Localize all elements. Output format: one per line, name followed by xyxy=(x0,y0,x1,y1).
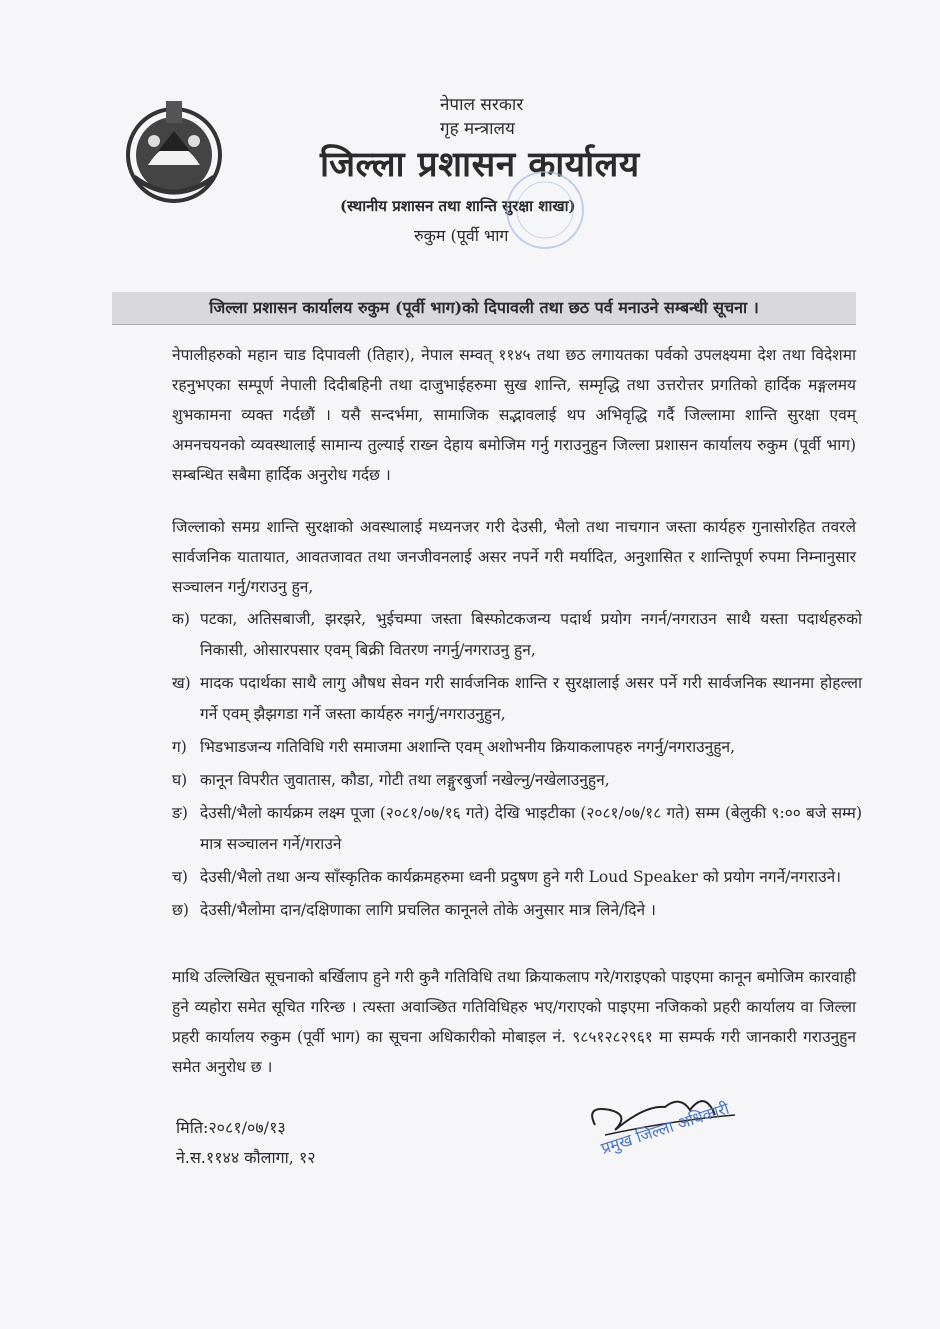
item-label: क) xyxy=(172,610,190,628)
list-item xyxy=(172,798,862,860)
issue-date: मिति:२०८१/०७/१३ xyxy=(176,1118,286,1137)
district-name: रुकुम (पूर्वी भाग xyxy=(414,226,509,245)
nepal-government-emblem xyxy=(118,95,230,207)
instruction-list xyxy=(172,604,862,928)
intro-paragraph: नेपालीहरुको महान चाड दिपावली (तिहार), नेपाल सम्वत् ११४५ तथा छठ लगायतका पर्वको उपलक्ष्यमा देश तथा विदेशमा रहनुभएका सम्पूर्ण नेपाली दिदीबहिनी तथा दाजुभाईहरुमा सुख शान्ति, सम्मृद्धि तथा उत्तरोत्तर प्रगतिको हार्दिक मङ्गलमय शुभकामना व्यक्त गर्दछौं । यसै सन्दर्भमा, सामाजिक सद्भावलाई थप अभिवृद्धि गर्दै जिल्लामा शान्ति सुरक्षा एवम् अमनचयनको व्यवस्थालाई सामान्य तुल्याई राख्न देहाय बमोजिम गर्नु गराउनुहुन जिल्ला प्रशासन कार्यालय रुकुम (पूर्वी भाग) सम्बन्धित सबैमा हार्दिक अनुरोध गर्दछ । xyxy=(172,346,856,484)
item-text: देउसी/भैलो कार्यक्रम लक्ष्म पूजा (२०८१/०७/१६ गते) देखि भाइटीका (२०८१/०७/१८ गते) सम्म (बेलुकी ९:०० बजे सम्म) मात्र सञ्चालन गर्ने/गराउने xyxy=(200,804,862,853)
ministry-name: गृह मन्त्रालय xyxy=(440,119,515,139)
item-text: देउसी/भैलो तथा अन्य साँस्कृतिक कार्यक्रमहरुमा ध्वनी प्रदुषण हुने गरी Loud Speaker को प्रयोग नगर्ने/नगराउने। xyxy=(200,868,842,886)
item-text: भिडभाडजन्य गतिविधि गरी समाजमा अशान्ति एवम् अशोभनीय क्रियाकलापहरु नगर्नु/नगराउनुहुन, xyxy=(200,738,735,756)
item-label: ख) xyxy=(172,674,191,692)
office-stamp xyxy=(505,160,585,260)
item-label: च) xyxy=(172,868,188,886)
item-label: छ) xyxy=(172,901,189,919)
list-item xyxy=(172,668,862,730)
item-text: मादक पदार्थका साथै लागु औषध सेवन गरी सार्वजनिक शान्ति र सुरक्षालाई असर पर्ने गरी सार्वजनिक स्थानमा होहल्ला गर्ने एवम् झैझगडा गर्ने जस्ता कार्यहरु नगर्नु/नगराउनुहुन, xyxy=(200,674,862,723)
office-name: जिल्ला प्रशासन कार्यालय xyxy=(320,144,640,185)
list-item xyxy=(172,862,862,893)
government-name: नेपाल सरकार xyxy=(440,95,524,115)
signature-title: प्रमुख जिल्ला अधिकारी xyxy=(598,1098,732,1158)
branch-name: (स्थानीय प्रशासन तथा शान्ति सुरक्षा शाखा) xyxy=(340,197,576,215)
item-text: पटका, अतिसबाजी, झरझरे, भुईचम्पा जस्ता बिस्फोटकजन्य पदार्थ प्रयोग नगर्न/नगराउन साथै यस्ता पदार्थहरुको निकासी, ओसारपसार एवम् बिक्री वितरण नगर्नु/नगराउनु हुन, xyxy=(200,610,862,659)
notice-title: जिल्ला प्रशासन कार्यालय रुकुम (पूर्वी भाग)को दिपावली तथा छठ पर्व मनाउने सम्बन्धी सूचना । xyxy=(112,292,856,325)
list-item xyxy=(172,765,862,796)
instructions-paragraph: जिल्लाको समग्र शान्ति सुरक्षाको अवस्थालाई मध्यनजर गरी देउसी, भैलो तथा नाचगान जस्ता कार्यहरु गुनासोरहित तवरले सार्वजनिक यातायात, आवतजावत तथा जनजीवनलाई असर नपर्ने गरी मर्यादित, अनुशासित र शान्तिपूर्ण रुपमा निम्नानुसार सञ्चालन गर्नु/गराउनु हुन, xyxy=(172,518,856,596)
warning-paragraph: माथि उल्लिखित सूचनाको बर्खिलाप हुने गरी कुनै गतिविधि तथा क्रियाकलाप गरे/गराइएको पाइएमा कानून बमोजिम कारवाही हुने व्यहोरा समेत सूचित गरिन्छ । त्यस्ता अवाञ्छित गतिविधिहरु भए/गराएको पाइएमा नजिकको प्रहरी कार्यालय वा जिल्ला प्रहरी कार्यालय रुकुम (पूर्वी भाग) का सूचना अधिकारीको मोबाइल नं. ९८५१२८२९६१ मा सम्पर्क गरी जानकारी गराउनुहुन समेत अनुरोध छ । xyxy=(172,968,856,1076)
item-text: देउसी/भैलोमा दान/दक्षिणाका लागि प्रचलित कानूनले तोके अनुसार मात्र लिने/दिने । xyxy=(200,901,656,919)
list-item xyxy=(172,732,862,763)
item-label: ग) xyxy=(172,738,187,756)
item-label: घ) xyxy=(172,771,188,789)
list-item xyxy=(172,895,862,926)
nepal-sambat-date: ने.स.११४४ कौलागा, १२ xyxy=(176,1148,316,1167)
item-label: ङ) xyxy=(172,804,188,822)
item-text: कानून विपरीत जुवातास, कौडा, गोटी तथा लङ्गुरबुर्जा नखेल्नु/नखेलाउनुहुन, xyxy=(200,771,610,789)
list-item xyxy=(172,604,862,666)
